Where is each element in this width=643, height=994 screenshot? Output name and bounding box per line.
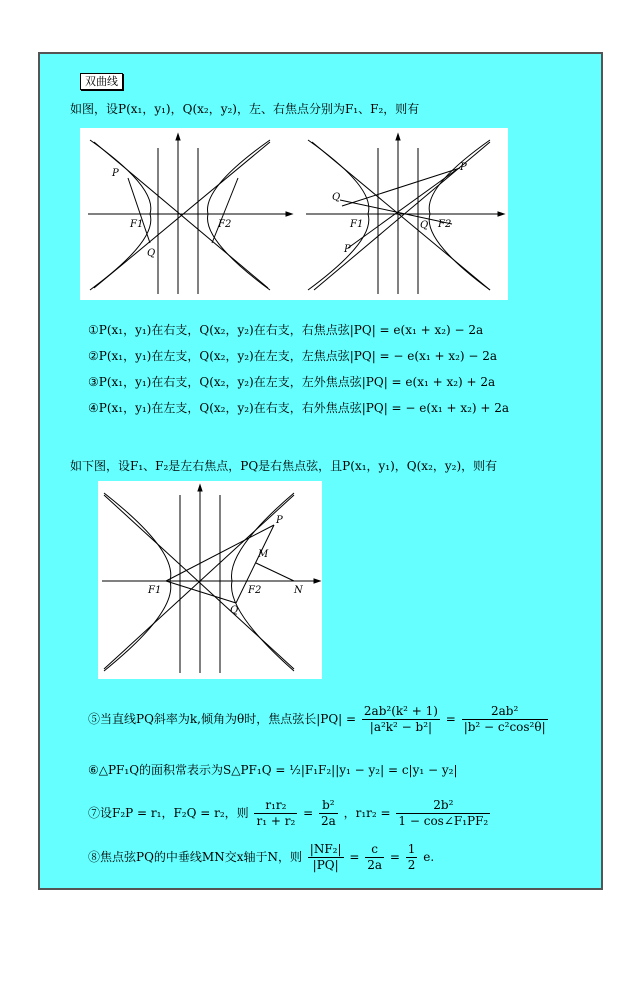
section-title: 双曲线 [80, 73, 123, 90]
fig3-label-f2: F2 [248, 585, 262, 596]
fig2-label-q: Q [332, 192, 341, 203]
fig1-label-f1: F1 [130, 219, 144, 230]
fig3-label-q: Q [230, 605, 239, 616]
right-branch-1 [208, 140, 270, 290]
fig3-label-m: M [258, 549, 269, 560]
intro-line-1: 如图，设P(x₁，y₁)，Q(x₂，y₂)，左、右焦点分别为F₁、F₂，则有 [70, 102, 420, 116]
formula-7-frac-3: $\frac{\text{2b²}}{\text{1 − cos∠F₁PF₂}}$ [398, 798, 489, 828]
item-3: ③P(x₁，y₁)在右支，Q(x₂，y₂)在左支，左外焦点弦|PQ| = e(x₁ + x₂) + 2a [88, 375, 496, 389]
item-1: ①P(x₁，y₁)在右支，Q(x₂，y₂)在右支，右焦点弦|PQ| = e(x₁ + x₂) − 2a [88, 323, 484, 337]
hyperbola-figure-focal-chord [98, 481, 322, 679]
fig1-label-p: P [112, 168, 119, 179]
focal-chord-diagram [98, 481, 322, 679]
fig2-label-p: P [344, 244, 351, 255]
content-panel [38, 52, 603, 890]
item-2: ②P(x₁，y₁)在左支，Q(x₂，y₂)在左支，左焦点弦|PQ| = − e(x₁ + x₂) − 2a [88, 349, 498, 363]
fig3-label-f1: F1 [148, 585, 162, 596]
fig2-label-q2: Q [420, 220, 429, 231]
fig2-label-f1: F1 [350, 219, 364, 230]
item-4: ④P(x₁，y₁)在左支，Q(x₂，y₂)在右支，右外焦点弦|PQ| = − e(x₁ + x₂) + 2a [88, 401, 510, 415]
formula-5-frac-2: $\frac{\text{2ab²}}{\text{|b² − c²cos²θ|}}$ [463, 704, 546, 734]
formula-8-frac-1: $\frac{\text{|NF₂|}}{|PQ|}$ [309, 842, 342, 872]
intro-line-2: 如下图，设F₁、F₂是左右焦点，PQ是右焦点弦，且P(x₁，y₁)，Q(x₂，y₂)，则有 [70, 459, 498, 473]
fig2-label-p2: P [460, 162, 467, 173]
formula-8: ⑧焦点弦PQ的中垂线MN交x轴于N，则 $\frac{\text{|NF₂|}}{|PQ|}$ = $\frac{c}{2a}$ = $\frac{1}{2}$ e. [88, 842, 435, 872]
fig3-label-p: P [276, 515, 283, 526]
formula-5-prefix: ⑤当直线PQ斜率为k,倾角为θ时，焦点弦长|PQ| = [88, 712, 357, 726]
fig3-label-n: N [294, 585, 303, 596]
formula-8-frac-2: $\frac{c}{2a}$ [367, 842, 383, 872]
hyperbola-figures-top [80, 128, 508, 300]
fig1-label-f2: F2 [218, 219, 232, 230]
formula-5-frac-1: $\frac{\text{2ab²(k² + 1)}}{\text{|a²k² − b²|}}$ [363, 704, 438, 734]
formula-7-frac-2: $\frac{\text{b²}}{2a}$ [320, 798, 336, 828]
formula-6: ⑥△PF₁Q的面积常表示为S△PF₁Q = ½|F₁F₂||y₁ − y₂| = c|y₁ − y₂| [88, 763, 458, 777]
fig2-label-f2: F2 [438, 219, 452, 230]
left-branch-1 [90, 140, 151, 290]
formula-8-frac-3: $\frac{1}{2}$ [407, 842, 416, 872]
hyperbola-diagram-pair [80, 128, 508, 300]
formula-5: ⑤当直线PQ斜率为k,倾角为θ时，焦点弦长|PQ| = $\frac{\text{2ab²(k² + 1)}}{\text{|a²k² − b²|}}$ = $\frac{\text{2ab²}}{\text{|b² − c²cos²θ|}}$ [88, 704, 546, 734]
fig1-label-q: Q [147, 248, 156, 259]
formula-7-frac-1: $\frac{\text{r₁r₂}}{\text{r₁ + r₂}}$ [256, 798, 296, 828]
formula-7: ⑦设F₂P = r₁，F₂Q = r₂，则 $\frac{\text{r₁r₂}}{\text{r₁ + r₂}}$ = $\frac{\text{b²}}{2a}$ ，r₁r₂ = $\frac{\text{2b²}}{\text{1 − cos∠F₁PF₂}}$ [88, 798, 489, 828]
